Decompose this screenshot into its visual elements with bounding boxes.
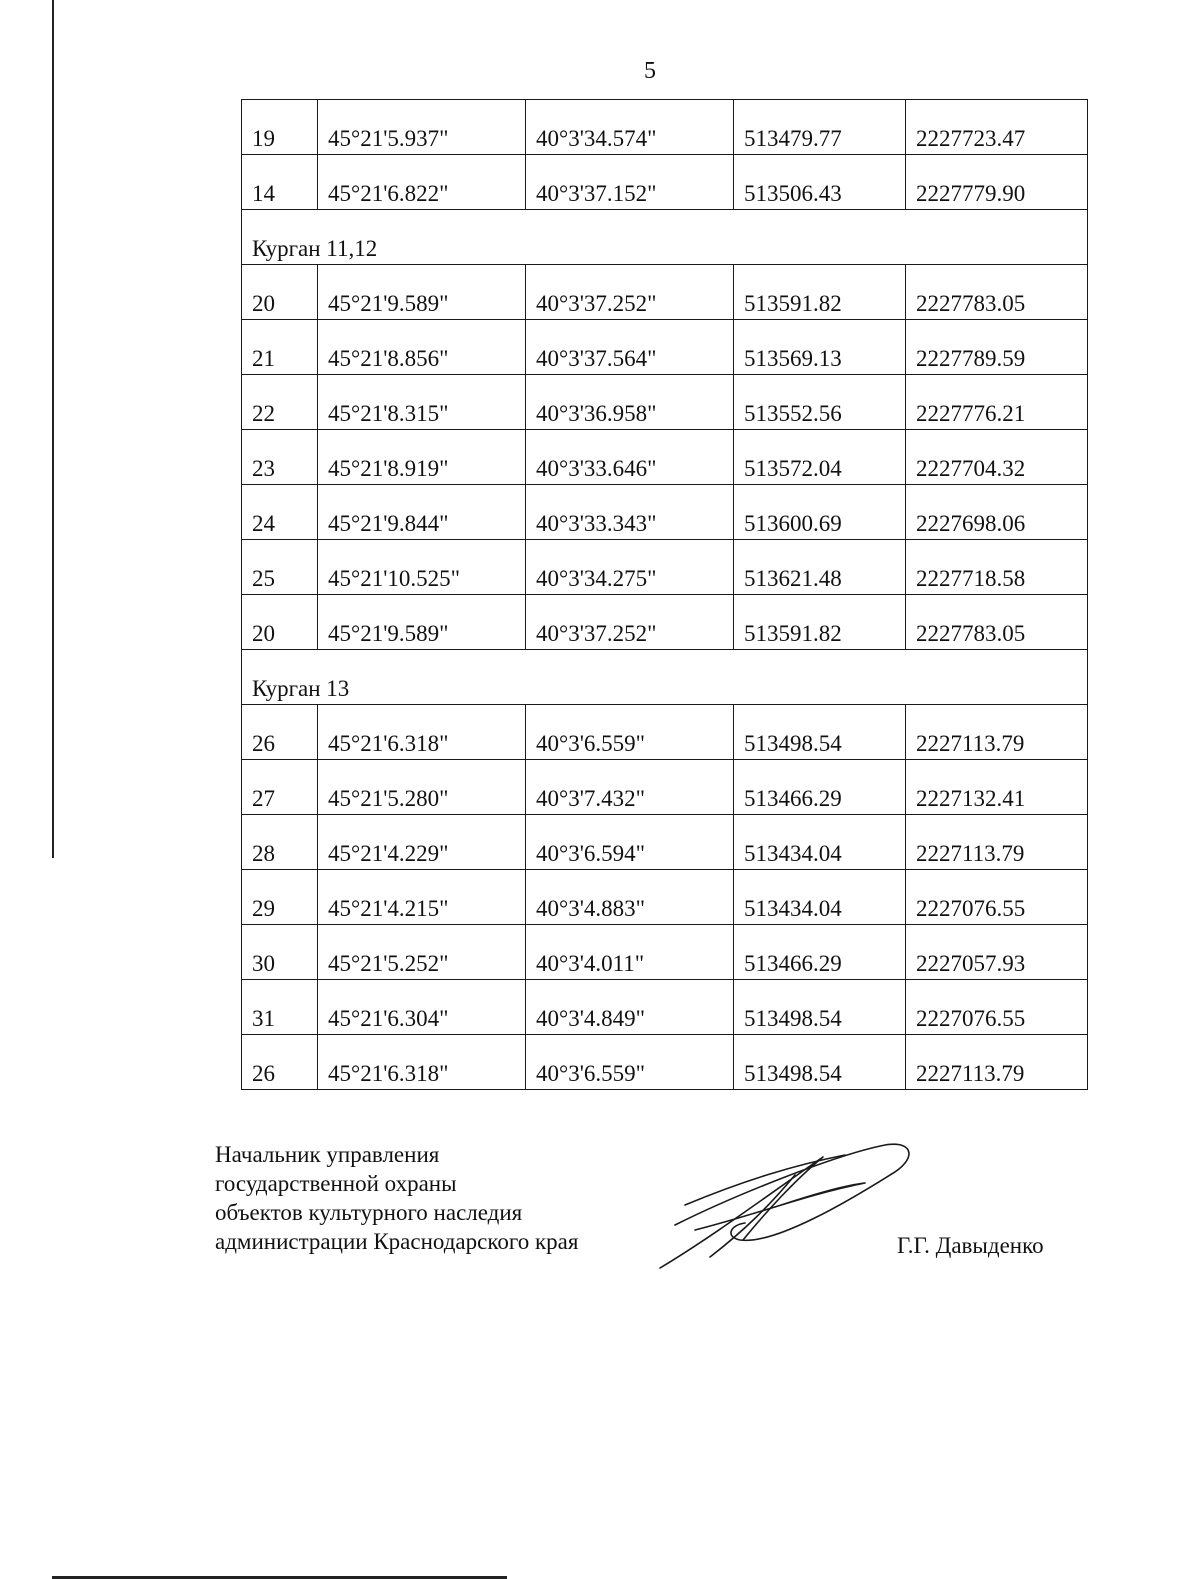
table-row <box>242 100 1088 155</box>
coordinates-table <box>241 99 1088 1090</box>
point-number-cell: 28 <box>242 815 318 870</box>
latitude-cell: 45°21'4.215" <box>318 870 526 925</box>
longitude-cell: 40°3'34.275" <box>526 540 734 595</box>
point-number-cell: 31 <box>242 980 318 1035</box>
scan-border-left <box>52 0 54 858</box>
latitude-cell: 45°21'8.919" <box>318 430 526 485</box>
point-number-cell: 30 <box>242 925 318 980</box>
point-number-cell: 20 <box>242 265 318 320</box>
position-line: государственной охраны <box>215 1171 457 1196</box>
group-header-row <box>242 650 1088 705</box>
table-row <box>242 155 1088 210</box>
y-coordinate-cell: 2227723.47 <box>906 100 1088 155</box>
x-coordinate-cell: 513434.04 <box>734 870 906 925</box>
table-row <box>242 760 1088 815</box>
latitude-cell: 45°21'5.937" <box>318 100 526 155</box>
y-coordinate-cell: 2227698.06 <box>906 485 1088 540</box>
y-coordinate-cell: 2227076.55 <box>906 980 1088 1035</box>
point-number-cell: 26 <box>242 1035 318 1090</box>
longitude-cell: 40°3'4.011" <box>526 925 734 980</box>
table-row <box>242 595 1088 650</box>
y-coordinate-cell: 2227113.79 <box>906 705 1088 760</box>
group-label: Курган 11,12 <box>242 210 1088 265</box>
x-coordinate-cell: 513498.54 <box>734 1035 906 1090</box>
x-coordinate-cell: 513572.04 <box>734 430 906 485</box>
latitude-cell: 45°21'6.822" <box>318 155 526 210</box>
y-coordinate-cell: 2227057.93 <box>906 925 1088 980</box>
y-coordinate-cell: 2227779.90 <box>906 155 1088 210</box>
group-label: Курган 13 <box>242 650 1088 705</box>
latitude-cell: 45°21'4.229" <box>318 815 526 870</box>
table-row <box>242 375 1088 430</box>
point-number-cell: 19 <box>242 100 318 155</box>
x-coordinate-cell: 513600.69 <box>734 485 906 540</box>
x-coordinate-cell: 513569.13 <box>734 320 906 375</box>
handwritten-signature <box>655 1135 915 1275</box>
longitude-cell: 40°3'33.343" <box>526 485 734 540</box>
y-coordinate-cell: 2227113.79 <box>906 1035 1088 1090</box>
longitude-cell: 40°3'7.432" <box>526 760 734 815</box>
x-coordinate-cell: 513506.43 <box>734 155 906 210</box>
position-line: Начальник управления <box>215 1142 440 1167</box>
longitude-cell: 40°3'4.849" <box>526 980 734 1035</box>
signatory-position <box>215 1140 578 1256</box>
position-line: администрации Краснодарского края <box>215 1229 579 1254</box>
point-number-cell: 20 <box>242 595 318 650</box>
point-number-cell: 27 <box>242 760 318 815</box>
x-coordinate-cell: 513466.29 <box>734 760 906 815</box>
x-coordinate-cell: 513434.04 <box>734 815 906 870</box>
longitude-cell: 40°3'37.152" <box>526 155 734 210</box>
longitude-cell: 40°3'6.559" <box>526 705 734 760</box>
x-coordinate-cell: 513466.29 <box>734 925 906 980</box>
table-row <box>242 815 1088 870</box>
y-coordinate-cell: 2227704.32 <box>906 430 1088 485</box>
latitude-cell: 45°21'8.315" <box>318 375 526 430</box>
latitude-cell: 45°21'6.304" <box>318 980 526 1035</box>
latitude-cell: 45°21'10.525" <box>318 540 526 595</box>
signer-name: Г.Г. Давыденко <box>897 1233 1044 1258</box>
longitude-cell: 40°3'6.594" <box>526 815 734 870</box>
longitude-cell: 40°3'33.646" <box>526 430 734 485</box>
y-coordinate-cell: 2227789.59 <box>906 320 1088 375</box>
longitude-cell: 40°3'6.559" <box>526 1035 734 1090</box>
y-coordinate-cell: 2227783.05 <box>906 265 1088 320</box>
table-row <box>242 870 1088 925</box>
latitude-cell: 45°21'6.318" <box>318 705 526 760</box>
y-coordinate-cell: 2227132.41 <box>906 760 1088 815</box>
table-row <box>242 485 1088 540</box>
longitude-cell: 40°3'36.958" <box>526 375 734 430</box>
x-coordinate-cell: 513621.48 <box>734 540 906 595</box>
x-coordinate-cell: 513498.54 <box>734 705 906 760</box>
latitude-cell: 45°21'5.252" <box>318 925 526 980</box>
table-row <box>242 1035 1088 1090</box>
position-line: объектов культурного наследия <box>215 1200 523 1225</box>
y-coordinate-cell: 2227783.05 <box>906 595 1088 650</box>
x-coordinate-cell: 513498.54 <box>734 980 906 1035</box>
point-number-cell: 23 <box>242 430 318 485</box>
latitude-cell: 45°21'6.318" <box>318 1035 526 1090</box>
latitude-cell: 45°21'9.589" <box>318 595 526 650</box>
longitude-cell: 40°3'37.252" <box>526 595 734 650</box>
page-number: 5 <box>644 58 656 84</box>
point-number-cell: 29 <box>242 870 318 925</box>
table-row <box>242 925 1088 980</box>
latitude-cell: 45°21'9.844" <box>318 485 526 540</box>
x-coordinate-cell: 513479.77 <box>734 100 906 155</box>
point-number-cell: 26 <box>242 705 318 760</box>
longitude-cell: 40°3'34.574" <box>526 100 734 155</box>
y-coordinate-cell: 2227113.79 <box>906 815 1088 870</box>
point-number-cell: 22 <box>242 375 318 430</box>
table-row <box>242 540 1088 595</box>
y-coordinate-cell: 2227076.55 <box>906 870 1088 925</box>
point-number-cell: 24 <box>242 485 318 540</box>
latitude-cell: 45°21'5.280" <box>318 760 526 815</box>
x-coordinate-cell: 513591.82 <box>734 595 906 650</box>
coordinates-table-body <box>242 100 1088 1090</box>
point-number-cell: 21 <box>242 320 318 375</box>
x-coordinate-cell: 513591.82 <box>734 265 906 320</box>
group-header-row <box>242 210 1088 265</box>
y-coordinate-cell: 2227718.58 <box>906 540 1088 595</box>
table-row <box>242 320 1088 375</box>
longitude-cell: 40°3'4.883" <box>526 870 734 925</box>
table-row <box>242 980 1088 1035</box>
latitude-cell: 45°21'9.589" <box>318 265 526 320</box>
latitude-cell: 45°21'8.856" <box>318 320 526 375</box>
longitude-cell: 40°3'37.564" <box>526 320 734 375</box>
longitude-cell: 40°3'37.252" <box>526 265 734 320</box>
x-coordinate-cell: 513552.56 <box>734 375 906 430</box>
table-row <box>242 265 1088 320</box>
point-number-cell: 25 <box>242 540 318 595</box>
table-row <box>242 705 1088 760</box>
table-row <box>242 430 1088 485</box>
y-coordinate-cell: 2227776.21 <box>906 375 1088 430</box>
point-number-cell: 14 <box>242 155 318 210</box>
